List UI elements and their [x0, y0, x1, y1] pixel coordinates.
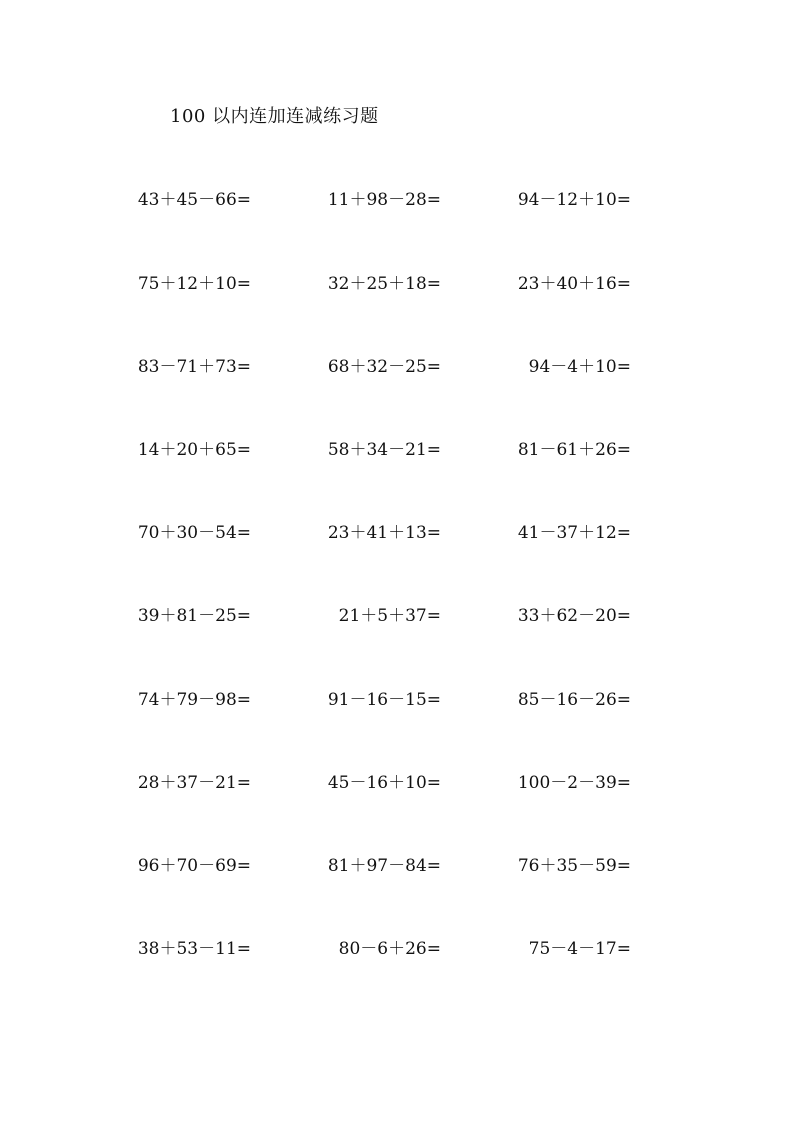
problem: 68＋32－25= [327, 357, 441, 377]
problem: 91－16－15= [327, 690, 441, 710]
problem: 85－16－26= [517, 690, 631, 710]
problem: 39＋81－25= [137, 606, 251, 626]
problem: 75－4－17= [528, 939, 631, 959]
problem: 23＋40＋16= [517, 274, 631, 294]
problem: 76＋35－59= [517, 856, 631, 876]
problem: 32＋25＋18= [327, 274, 441, 294]
worksheet-title: 100 以内连加连减练习题 [170, 106, 379, 127]
problem: 21＋5＋37= [338, 606, 441, 626]
problem: 81＋97－84= [327, 856, 441, 876]
problem: 28＋37－21= [137, 773, 251, 793]
problem: 94－12＋10= [517, 190, 631, 210]
problem: 23＋41＋13= [327, 523, 441, 543]
problem: 83－71＋73= [137, 357, 251, 377]
problem: 38＋53－11= [137, 939, 251, 959]
problem: 41－37＋12= [517, 523, 631, 543]
problem: 80－6＋26= [338, 939, 441, 959]
problem: 74＋79－98= [137, 690, 251, 710]
problem: 33＋62－20= [517, 606, 631, 626]
problem: 100－2－39= [517, 773, 631, 793]
problem: 96＋70－69= [137, 856, 251, 876]
problem: 81－61＋26= [517, 440, 631, 460]
problem: 70＋30－54= [137, 523, 251, 543]
problem: 45－16＋10= [327, 773, 441, 793]
problem: 58＋34－21= [327, 440, 441, 460]
problem: 11＋98－28= [327, 190, 441, 210]
problem: 43＋45－66= [137, 190, 251, 210]
problem: 75＋12＋10= [137, 274, 251, 294]
problem: 14＋20＋65= [137, 440, 251, 460]
problem: 94－4＋10= [528, 357, 631, 377]
